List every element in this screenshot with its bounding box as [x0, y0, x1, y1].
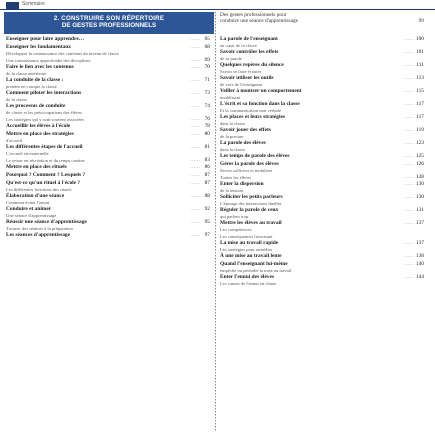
- toc-entry-subtitle: d'accueil: [6, 137, 23, 143]
- toc-leader-dots: ……: [190, 65, 200, 70]
- toc-leader-dots: ……: [190, 219, 200, 225]
- toc-entry[interactable]: [4, 165, 214, 171]
- toc-entry-title: Les temps de parole des élèves: [220, 153, 290, 159]
- toc-entry[interactable]: [218, 154, 428, 160]
- toc-leader-dots: ……: [404, 208, 414, 213]
- toc-entry-subtitle: de la posture: [220, 133, 244, 139]
- toc-page-number: 128: [415, 173, 424, 180]
- toc-entry-title: Enter l'ennui des élèves: [220, 274, 274, 280]
- toc-leader-dots: ……: [404, 102, 414, 107]
- toc-entry[interactable]: [4, 124, 214, 130]
- toc-entry[interactable]: [4, 58, 214, 63]
- toc-leader-dots: ……: [404, 221, 414, 226]
- toc-leader-dots: ……: [190, 117, 200, 122]
- toc-leader-dots: ……: [404, 76, 414, 81]
- toc-entry[interactable]: [218, 89, 428, 100]
- section-header-line1: Des gestes professionnels pour: [220, 12, 287, 18]
- toc-entry-subtitle: Une séance d'apprentissage: [6, 212, 57, 218]
- toc-leader-dots: ……: [404, 174, 414, 180]
- toc-entry[interactable]: [218, 37, 428, 48]
- toc-leader-dots: ……: [404, 275, 414, 280]
- toc-entry[interactable]: [218, 221, 428, 232]
- toc-page-number: 101: [415, 49, 424, 55]
- toc-page-number: 138: [415, 253, 424, 260]
- toc-entry-title: Les séances d'apprentissage: [6, 231, 70, 238]
- toc-entry-title: Les places et leurs stratégies: [220, 114, 285, 120]
- toc-entry[interactable]: [218, 141, 428, 152]
- left-column: [4, 12, 214, 241]
- toc-entry-subtitle: Et la communication non verbale: [220, 107, 281, 113]
- toc-leader-dots: ……: [190, 78, 200, 83]
- toc-entry-subtitle: Trouver des séances à la préparation: [6, 225, 73, 231]
- toc-entry-subtitle: L'épisage des interactions duelles: [220, 200, 282, 206]
- toc-entry[interactable]: [218, 234, 428, 239]
- toc-page-number: 81: [204, 144, 210, 150]
- toc-entry-title: Quand l'enseignant lui-même: [220, 261, 288, 267]
- toc-entry[interactable]: [4, 45, 214, 56]
- toc-page-number: 144: [415, 274, 424, 280]
- toc-entry-subtitle: modélisant: [220, 94, 241, 100]
- toc-page-number: 119: [416, 127, 424, 133]
- toc-page-number: 70: [204, 64, 210, 70]
- top-bar-rule: [0, 9, 435, 10]
- toc-entry[interactable]: [218, 63, 428, 74]
- toc-page-number: 88: [204, 192, 210, 199]
- toc-entry-subtitle: de la classe: [6, 96, 27, 102]
- toc-entry-title: Enseigner pour faire apprendre…: [6, 36, 85, 42]
- toc-page-number: 87: [204, 172, 210, 178]
- top-bar-label: Sommaire: [22, 1, 45, 7]
- toc-entry[interactable]: [4, 78, 214, 89]
- toc-entry-title: Les processus de conduite: [6, 103, 66, 109]
- toc-leader-dots: ……: [404, 195, 414, 200]
- toc-entry[interactable]: [218, 241, 428, 252]
- toc-page-number: 65: [204, 36, 210, 42]
- toc-page-number: 130: [415, 194, 424, 200]
- toc-entry[interactable]: [218, 50, 428, 61]
- toc-entry-title: Mettre en place des stratégies: [6, 131, 74, 137]
- toc-leader-dots: ……: [190, 44, 200, 50]
- section-marker: [6, 2, 19, 9]
- toc-entry[interactable]: [218, 208, 428, 219]
- toc-leader-dots: ……: [190, 37, 200, 42]
- left-entry-list: [4, 37, 214, 239]
- section-header: [218, 12, 428, 34]
- toc-entry-title: Réussir une séance d'apprentissage: [6, 218, 87, 225]
- right-entry-list: [218, 37, 428, 286]
- toc-entry[interactable]: [4, 173, 214, 179]
- toc-entry-subtitle: Les différentes fonctions des rituels: [6, 186, 72, 192]
- toc-leader-dots: ……: [190, 165, 200, 171]
- toc-leader-dots: ……: [190, 104, 200, 109]
- toc-leader-dots: ……: [404, 115, 414, 120]
- toc-leader-dots: ……: [404, 161, 414, 167]
- toc-page-number: 71: [204, 77, 210, 83]
- toc-entry-title: Élaboration d'une séance: [6, 192, 65, 199]
- toc-page-number: 95: [204, 218, 210, 225]
- toc-leader-dots: ……: [190, 180, 200, 186]
- toc-entry[interactable]: [218, 275, 428, 286]
- toc-leader-dots: ……: [190, 158, 200, 163]
- toc-entry[interactable]: [218, 262, 428, 273]
- chapter-header: [4, 12, 214, 34]
- toc-entry-title: Faire le lien avec les contenus: [6, 64, 74, 70]
- toc-entry-subtitle: dans la classe: [220, 146, 246, 152]
- toc-leader-dots: ……: [404, 154, 414, 159]
- toc-page-number: 125: [415, 153, 424, 159]
- toc-page-number: 76: [204, 116, 210, 122]
- toc-entry-subtitle: qui parlent trop: [220, 213, 249, 219]
- column-divider: [215, 12, 216, 432]
- toc-leader-dots: ……: [404, 63, 414, 68]
- toc-entry[interactable]: [218, 195, 428, 206]
- toc-leader-dots: ……: [404, 254, 414, 260]
- toc-page-number: 86: [204, 164, 210, 171]
- toc-entry-subtitle: Savoir se faire écouter: [220, 68, 262, 74]
- toc-entry[interactable]: [4, 145, 214, 156]
- toc-leader-dots: ……: [190, 91, 200, 96]
- toc-entry-subtitle: empêche ou perturbe la mise au travail: [220, 267, 292, 273]
- toc-entry-title: L'écrit et sa fonction dans la classe: [220, 101, 300, 107]
- toc-entry-subtitle: Savoir solliciter et mobiliser: [220, 167, 273, 173]
- toc-page-number: 100: [415, 36, 424, 42]
- toc-leader-dots: ……: [190, 124, 200, 130]
- toc-entry-subtitle: de la tension: [220, 187, 244, 193]
- toc-entry[interactable]: [4, 104, 214, 115]
- toc-page-number: 80: [204, 131, 210, 137]
- toc-entry-subtitle: Les stratégies pour remédier: [220, 247, 273, 252]
- toc-leader-dots: ……: [190, 145, 200, 150]
- toc-entry-title: Enseigner les fondamentaux: [6, 43, 71, 50]
- toc-leader-dots: ……: [190, 132, 200, 137]
- toc-entry-subtitle: Les stratégies qui y sont souvent associées: [6, 117, 85, 122]
- toc-page-number: 97: [204, 231, 210, 238]
- toc-entry-title: La parole de l'enseignant: [220, 36, 278, 42]
- toc-page-number: 92: [204, 205, 210, 212]
- toc-entry-subtitle: Les compétences: [220, 226, 252, 232]
- toc-page-number: 83: [204, 157, 210, 163]
- toc-entry[interactable]: [4, 65, 214, 76]
- toc-leader-dots: ……: [404, 50, 414, 55]
- toc-entry-subtitle: Une connaissance approfondie des disciplines: [6, 57, 91, 63]
- toc-entry-title: Savoir jouer des effets: [220, 127, 271, 133]
- toc-page-number: 74: [204, 103, 210, 109]
- toc-page-number: 69: [204, 56, 210, 63]
- toc-entry-subtitle: de classe et les préoccupations des élèves: [6, 109, 83, 115]
- toc-entry[interactable]: [218, 102, 428, 113]
- toc-entry[interactable]: [218, 128, 428, 139]
- toc-page-number: 78: [204, 123, 210, 130]
- toc-entry-title: Mettre les élèves au travail: [220, 220, 282, 226]
- toc-entry[interactable]: [4, 158, 214, 163]
- toc-entry[interactable]: [218, 115, 428, 126]
- toc-entry-subtitle: Développer la connaissance des contenus du niveau de classe: [6, 50, 119, 56]
- toc-leader-dots: ……: [404, 182, 414, 187]
- toc-leader-dots: ……: [404, 37, 414, 42]
- toc-entry[interactable]: [4, 207, 214, 218]
- toc-entry-subtitle: au cœur de la classe: [220, 42, 257, 48]
- toc-page-number: 137: [415, 240, 424, 247]
- top-bar: [0, 0, 435, 10]
- toc-leader-dots: ……: [404, 89, 414, 94]
- toc-page-number: 131: [415, 207, 424, 213]
- toc-entry-subtitle: de la classe antérieure: [6, 70, 47, 76]
- toc-entry-subtitle: prendre en compte la classe: [6, 83, 57, 89]
- toc-entry-title: Accueillir les élèves à l'école: [6, 123, 71, 130]
- chapter-title-line1: 2. CONSTRUIRE SON RÉPERTOIRE: [53, 15, 165, 22]
- toc-entry-title: Quelques repères du silence: [220, 62, 284, 68]
- toc-entry[interactable]: [4, 233, 214, 239]
- toc-leader-dots: ……: [190, 193, 200, 199]
- toc-entry-title: La parole des élèves: [220, 140, 266, 146]
- toc-page-number: 117: [416, 101, 424, 107]
- toc-leader-dots: ……: [190, 57, 200, 63]
- right-column: [218, 12, 428, 288]
- toc-entry[interactable]: [4, 181, 214, 192]
- toc-entry-title: Gérer la parole des élèves: [220, 160, 279, 167]
- toc-entry[interactable]: [218, 254, 428, 260]
- toc-entry[interactable]: [4, 194, 214, 205]
- toc-entry[interactable]: [218, 162, 428, 173]
- toc-entry-subtitle: L'accueil en maternelle: [6, 150, 49, 156]
- toc-leader-dots: ……: [404, 141, 414, 146]
- toc-entry[interactable]: [218, 76, 428, 87]
- toc-entry-subtitle: Les causes de l'ennui en classe: [220, 280, 277, 286]
- toc-entry-title: À une mise au travail lente: [220, 253, 282, 260]
- toc-entry-title: Mettre en place des rituels: [6, 164, 67, 171]
- toc-leader-dots: ……: [404, 128, 414, 133]
- toc-entry-subtitle: de voix de l'enseignant: [220, 81, 263, 87]
- toc-page-number: 113: [416, 75, 424, 81]
- toc-entry[interactable]: [218, 175, 428, 180]
- toc-entry-title: Les différentes étapes de l'accueil: [6, 144, 83, 150]
- toc-entry[interactable]: [4, 132, 214, 143]
- toc-entry-title: Qu'est-ce qu'un rituel à l'école ?: [6, 179, 81, 186]
- toc-entry-title: Enter la dispersion: [220, 181, 264, 187]
- toc-page-number: 87: [204, 179, 210, 186]
- toc-entry[interactable]: [4, 91, 214, 102]
- toc-leader-dots: ……: [404, 262, 414, 267]
- toc-entry[interactable]: [218, 182, 428, 193]
- toc-entry-title: La mise au travail rapide: [220, 240, 279, 247]
- section-header-page: 99: [418, 18, 424, 24]
- toc-entry-title: La conduite de la classe :: [6, 77, 64, 83]
- toc-leader-dots: ……: [404, 241, 414, 247]
- toc-leader-dots: ……: [190, 206, 200, 212]
- toc-leader-dots: ……: [190, 173, 200, 178]
- toc-page-number: 137: [415, 220, 424, 226]
- toc-entry-title: Conduire et animer: [6, 205, 52, 212]
- toc-entry-subtitle: de sa parole: [220, 55, 242, 61]
- toc-page-number: 140: [415, 261, 424, 267]
- chapter-title-line2: DE GESTES PROFESSIONNELS: [61, 22, 157, 29]
- toc-entry-title: Savoir utiliser les outils: [220, 75, 274, 81]
- toc-entry-title: Veiller à montrer un comportement: [220, 88, 302, 94]
- toc-page-number: 115: [416, 88, 424, 94]
- toc-entry-subtitle: dans la classe: [220, 120, 246, 126]
- toc-page-number: 73: [204, 90, 210, 96]
- toc-page-number: 126: [415, 160, 424, 167]
- section-header-line2: conduire une séance d'apprentissage: [220, 18, 299, 25]
- toc-page-number: 123: [415, 140, 424, 146]
- toc-page-number: 111: [416, 62, 424, 68]
- table-of-contents: [4, 12, 430, 432]
- toc-entry-subtitle: Toutes les élèves: [220, 174, 252, 180]
- toc-entry-subtitle: Le retour en récréation et du temps cantine: [6, 158, 85, 163]
- toc-page-number: 117: [416, 114, 424, 120]
- toc-entry-title: Comment piloter les interactions: [6, 90, 82, 96]
- toc-entry-subtitle: Les conséquences favorisant: [220, 234, 273, 239]
- toc-entry-title: Pourquoi ? Comment ? Lesquels ?: [6, 172, 86, 178]
- toc-page-number: 130: [415, 181, 424, 187]
- toc-page-number: 68: [204, 43, 210, 50]
- toc-entry-title: Savoir contrôler les effets: [220, 49, 279, 55]
- toc-leader-dots: ……: [190, 232, 200, 238]
- toc-entry[interactable]: [4, 117, 214, 122]
- toc-entry-title: Solliciter les petits parleurs: [220, 194, 283, 200]
- toc-entry[interactable]: [4, 220, 214, 231]
- toc-entry[interactable]: [4, 37, 214, 43]
- toc-entry-subtitle: Comment éviter l'ennui: [6, 199, 50, 205]
- toc-entry-title: Réguler la parole de ceux: [220, 207, 279, 213]
